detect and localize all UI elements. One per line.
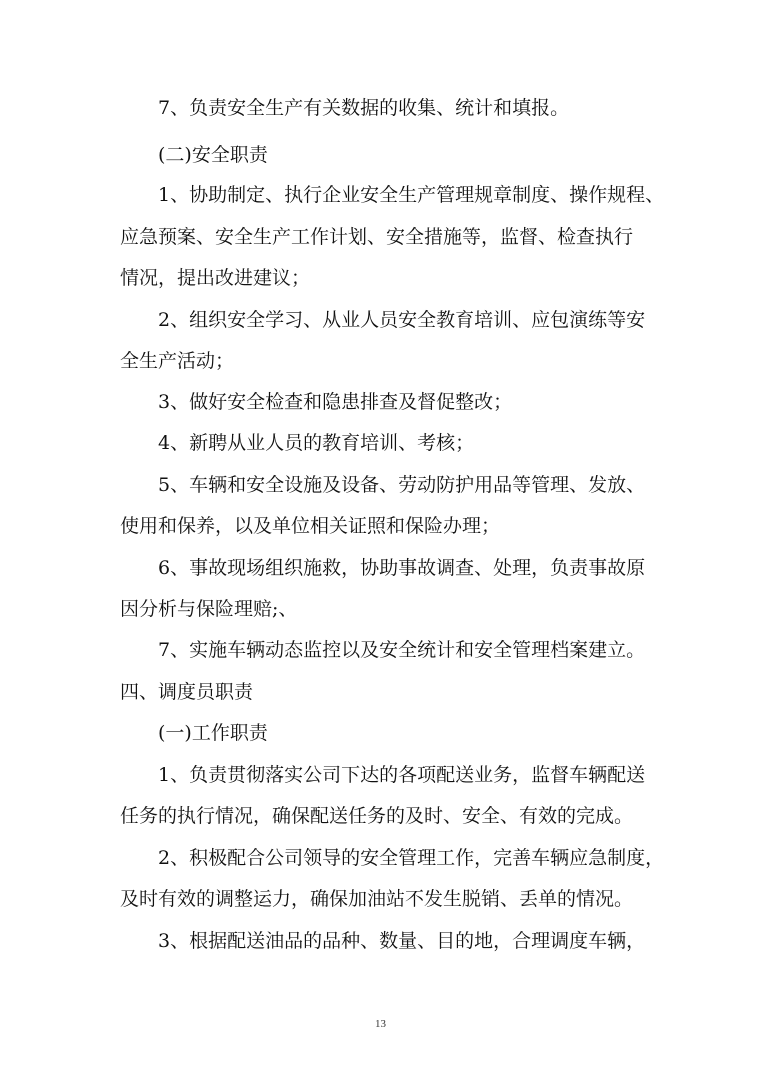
paragraph-line: 5、车辆和安全设施及设备、劳动防护用品等管理、发放、 xyxy=(158,474,646,496)
paragraph-line: 7、实施车辆动态监控以及安全统计和安全管理档案建立。 xyxy=(158,639,646,661)
section-heading: (一)工作职责 xyxy=(158,722,268,744)
section-heading: (二)安全职责 xyxy=(158,144,268,166)
paragraph-line: 4、新聘从业人员的教育培训、考核； xyxy=(158,432,475,454)
paragraph-line: 任务的执行情况，确保配送任务的及时、安全、有效的完成。 xyxy=(120,805,634,827)
page-number: 13 xyxy=(375,1018,386,1030)
paragraph-line: 2、组织安全学习、从业人员安全教育培训、应包演练等安 xyxy=(158,309,646,331)
paragraph-line: 应急预案、安全生产工作计划、安全措施等，监督、检查执行 xyxy=(120,226,634,248)
paragraph-line: 及时有效的调整运力，确保加油站不发生脱销、丢单的情况。 xyxy=(120,888,634,910)
paragraph-line: 2、积极配合公司领导的安全管理工作，完善车辆应急制度， xyxy=(158,847,665,869)
paragraph-line: 1、负责贯彻落实公司下达的各项配送业务，监督车辆配送 xyxy=(158,764,646,786)
paragraph-line: 3、根据配送油品的品种、数量、目的地，合理调度车辆， xyxy=(158,930,646,952)
paragraph-line: 情况，提出改进建议； xyxy=(120,267,311,289)
paragraph-line: 6、事故现场组织施救，协助事故调查、处理，负责事故原 xyxy=(158,557,646,579)
paragraph-line: 7、负责安全生产有关数据的收集、统计和填报。 xyxy=(158,97,570,119)
paragraph-line: 3、做好安全检查和隐患排查及督促整改； xyxy=(158,391,513,413)
paragraph-line: 全生产活动； xyxy=(120,350,235,372)
paragraph-line: 使用和保养，以及单位相关证照和保险办理； xyxy=(120,515,501,537)
section-heading: 四、调度员职责 xyxy=(120,681,254,703)
paragraph-line: 1、协助制定、执行企业安全生产管理规章制度、操作规程、 xyxy=(158,184,665,206)
paragraph-line: 因分析与保险理赔;、 xyxy=(120,598,298,620)
